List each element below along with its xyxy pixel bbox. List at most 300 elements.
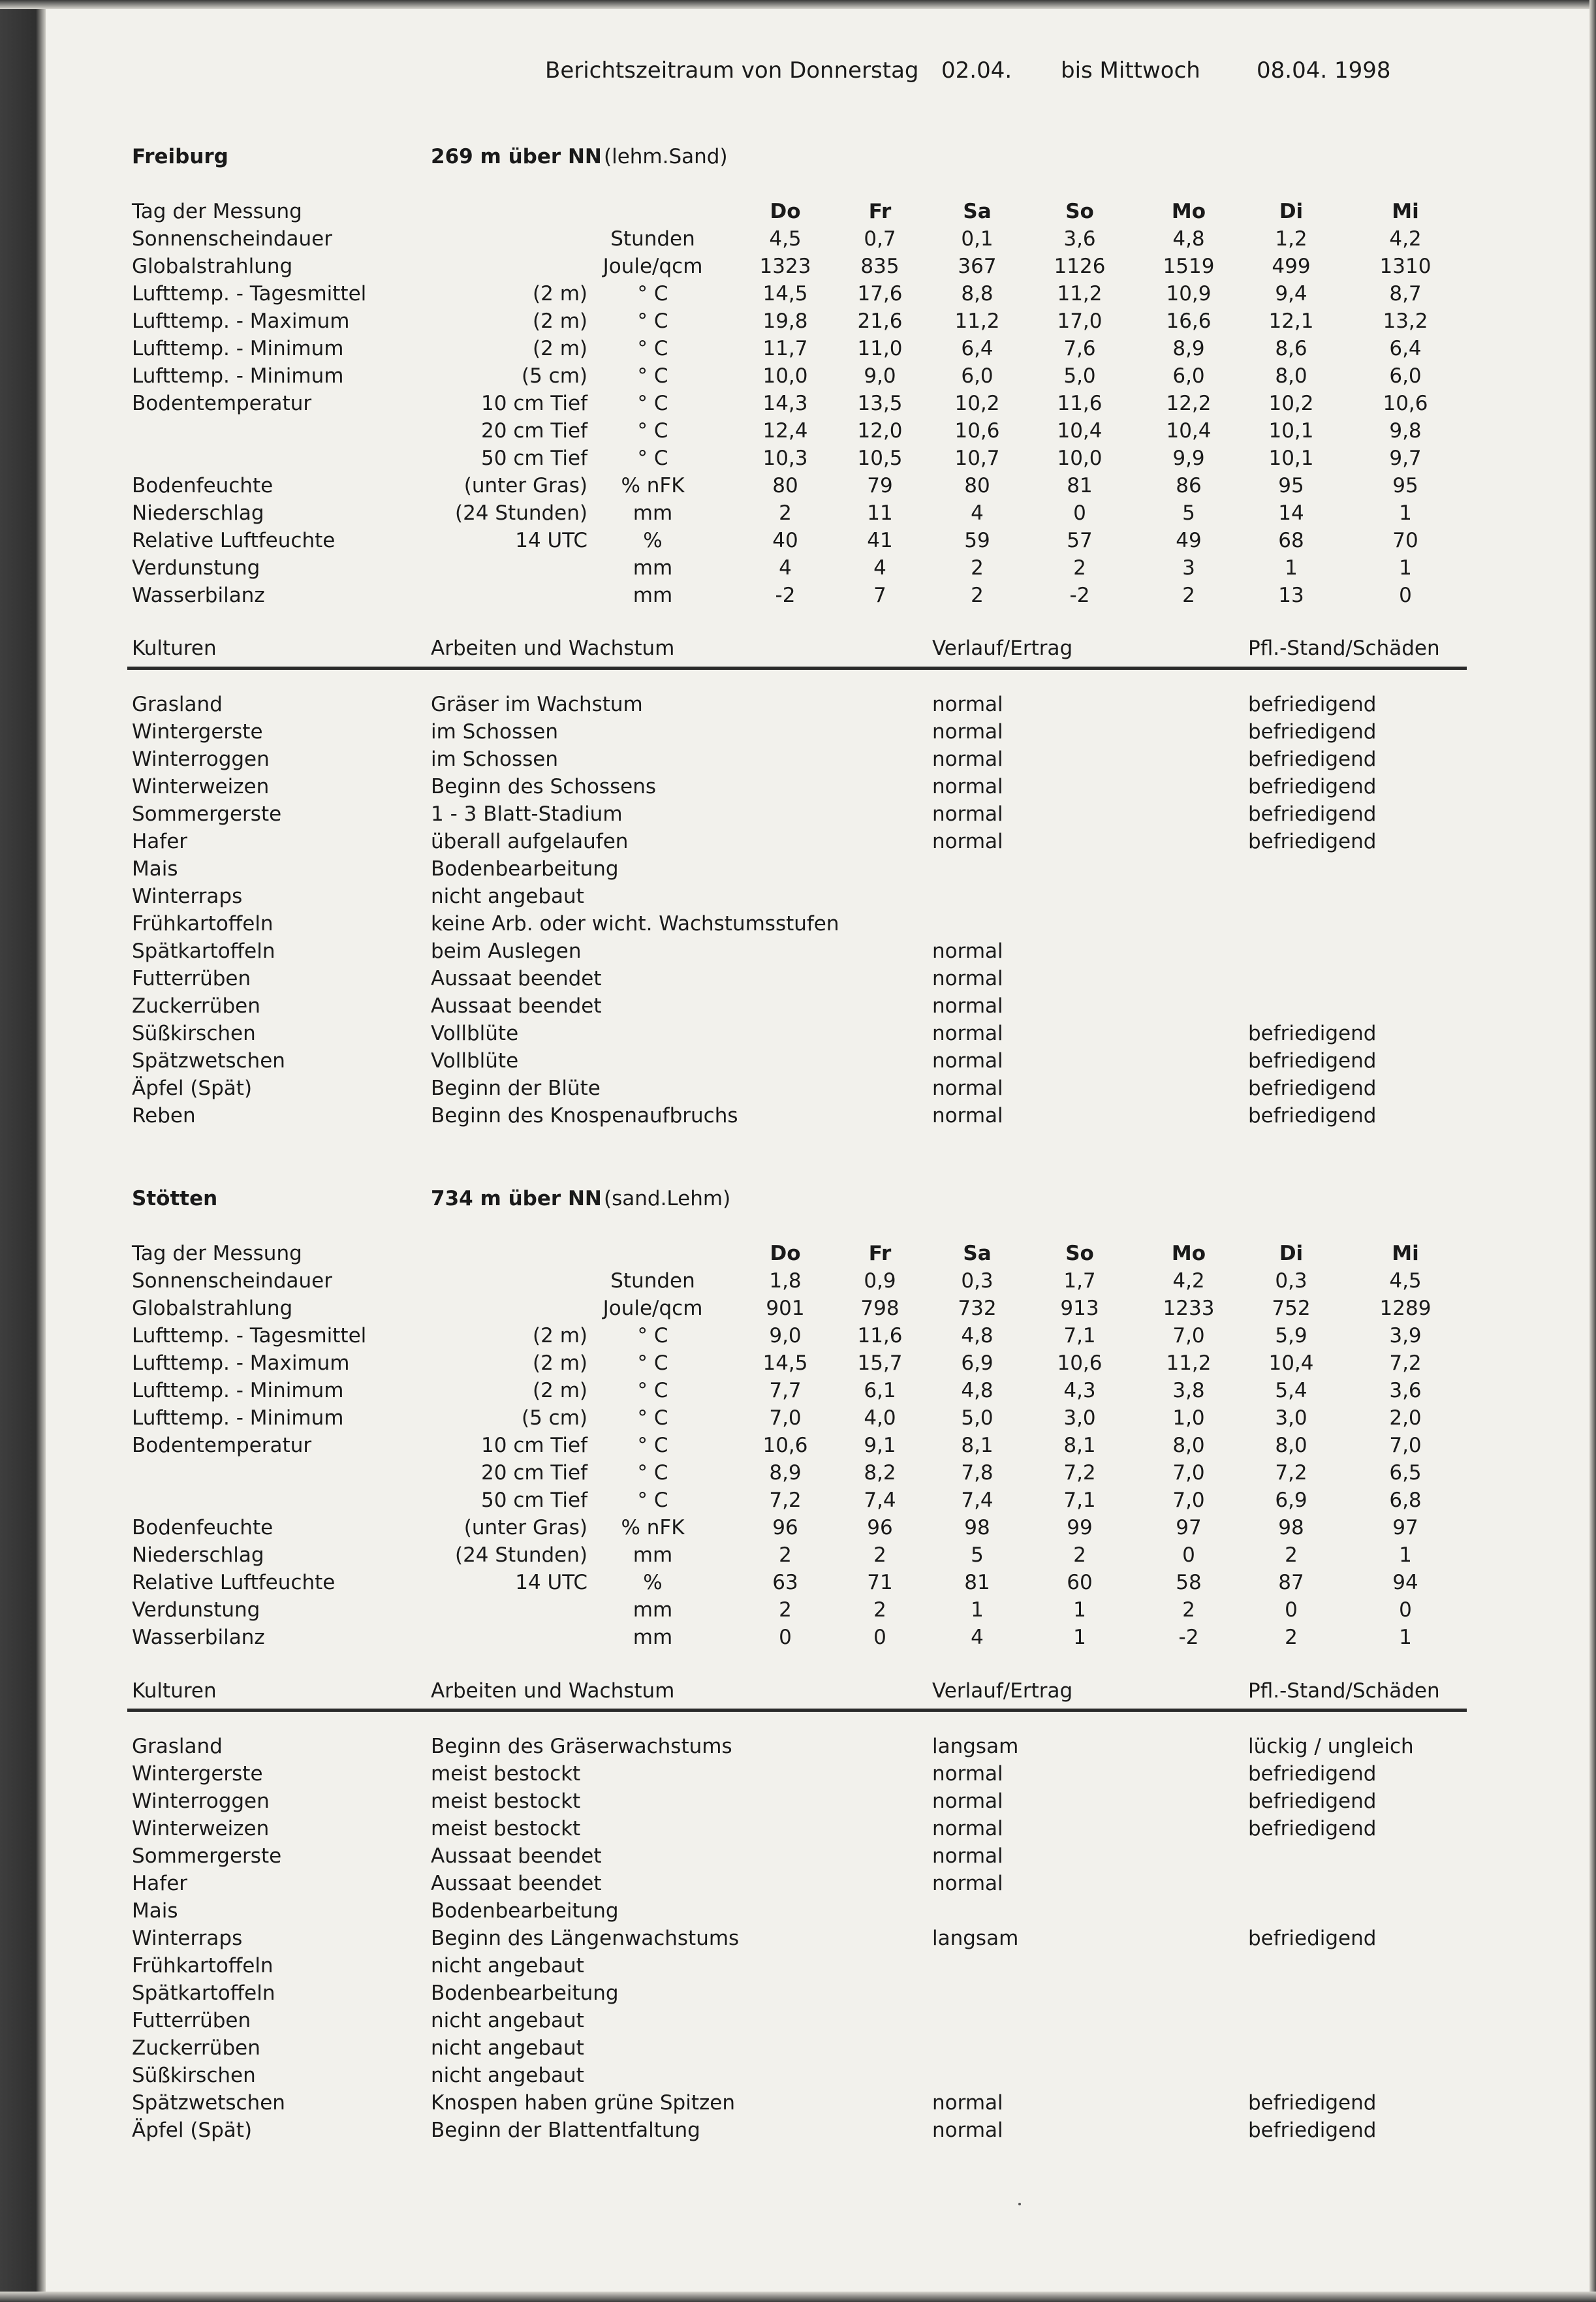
culture-course: normal [932, 1817, 1003, 1840]
measurement-value-so: 1,7 [1063, 1269, 1096, 1293]
culture-header-crop: Kulturen [132, 1679, 217, 1703]
culture-state: befriedigend [1248, 1790, 1377, 1813]
culture-course: normal [932, 775, 1003, 798]
weekday-header-sa: Sa [963, 200, 992, 223]
culture-course: normal [932, 1049, 1003, 1073]
measurement-row [0, 255, 1596, 282]
measurement-value-do: 80 [772, 474, 798, 497]
scan-edge-bottom [0, 2292, 1596, 2302]
measurement-label: Sonnenscheindauer [132, 227, 332, 251]
measurement-value-fr: 8,2 [864, 1461, 896, 1485]
measurement-unit: ° C [637, 1379, 668, 1402]
measurement-unit: mm [633, 1626, 673, 1649]
measurement-value-mi: 0 [1399, 1598, 1412, 1622]
measurement-value-sa: 2 [971, 584, 984, 607]
measurement-value-do: 10,0 [762, 364, 808, 388]
station-soil: (lehm.Sand) [604, 145, 728, 168]
culture-row [0, 2036, 1596, 2064]
culture-crop: Äpfel (Spät) [132, 1077, 253, 1100]
culture-crop: Futterrüben [132, 2009, 251, 2032]
measurement-value-mi: 7,0 [1389, 1434, 1422, 1457]
measurement-label: Verdunstung [132, 556, 260, 580]
culture-state: befriedigend [1248, 1104, 1377, 1127]
measure-day-label: Tag der Messung [132, 200, 302, 223]
measurement-label: Sonnenscheindauer [132, 1269, 332, 1293]
measurement-value-do: -2 [775, 584, 796, 607]
measurement-row [0, 227, 1596, 255]
culture-course: normal [932, 2091, 1003, 2115]
measurement-value-so: 11,2 [1057, 282, 1103, 306]
measurement-unit: mm [633, 1598, 673, 1622]
measurement-value-sa: 1 [971, 1598, 984, 1622]
culture-course: normal [932, 2119, 1003, 2142]
measurement-value-do: 2 [779, 1598, 792, 1622]
measurement-value-do: 10,6 [762, 1434, 808, 1457]
culture-row [0, 1022, 1596, 1049]
culture-row [0, 1954, 1596, 1981]
measurement-value-fr: 17,6 [857, 282, 903, 306]
measurement-unit: ° C [637, 309, 668, 333]
measurement-value-fr: 0 [873, 1626, 886, 1649]
measurement-value-do: 4,5 [769, 227, 802, 251]
measurement-value-so: 11,6 [1057, 392, 1103, 415]
measurement-value-fr: 9,1 [864, 1434, 896, 1457]
measurement-value-di: 13 [1278, 584, 1304, 607]
culture-course: normal [932, 994, 1003, 1018]
culture-crop: Grasland [132, 1735, 223, 1758]
culture-work: im Schossen [431, 748, 559, 771]
culture-crop: Mais [132, 1899, 178, 1923]
culture-work: nicht angebaut [431, 2064, 584, 2087]
measurement-value-di: 14 [1278, 501, 1304, 525]
measurement-header-row [0, 1242, 1596, 1269]
measurement-value-so: 99 [1067, 1516, 1093, 1539]
measurement-qualifier: (unter Gras) [463, 474, 587, 497]
measurement-value-sa: 2 [971, 556, 984, 580]
measurement-value-fr: 798 [860, 1297, 900, 1320]
measurement-value-mo: 1233 [1163, 1297, 1215, 1320]
measurement-label: Bodenfeuchte [132, 474, 274, 497]
measurement-value-sa: 5,0 [961, 1406, 994, 1430]
measurement-row [0, 337, 1596, 364]
scan-edge-top [0, 0, 1596, 9]
culture-header-crop: Kulturen [132, 637, 217, 660]
culture-crop: Frühkartoffeln [132, 1954, 274, 1978]
measurement-qualifier: 50 cm Tief [481, 447, 587, 470]
culture-course: normal [932, 748, 1003, 771]
culture-work: meist bestockt [431, 1762, 581, 1786]
measurement-value-so: 60 [1067, 1571, 1093, 1594]
culture-work: Aussaat beendet [431, 994, 602, 1018]
culture-row [0, 2119, 1596, 2146]
measurement-value-sa: 98 [964, 1516, 990, 1539]
measurement-value-mo: 6,0 [1172, 364, 1205, 388]
measurement-row [0, 1543, 1596, 1571]
measurement-value-sa: 7,8 [961, 1461, 994, 1485]
measurement-value-do: 14,5 [762, 1351, 808, 1375]
measurement-value-sa: 10,6 [954, 419, 1000, 443]
measurement-value-mo: 97 [1176, 1516, 1202, 1539]
measurement-row [0, 556, 1596, 584]
measurement-value-mo: 10,4 [1166, 419, 1212, 443]
measurement-value-fr: 2 [873, 1543, 886, 1567]
measurement-value-do: 1323 [759, 255, 811, 278]
measurement-value-sa: 4 [971, 501, 984, 525]
culture-work: nicht angebaut [431, 2009, 584, 2032]
culture-row [0, 748, 1596, 775]
measurement-qualifier: 20 cm Tief [481, 1461, 587, 1485]
culture-row [0, 967, 1596, 994]
culture-row [0, 1049, 1596, 1077]
measurement-value-sa: 732 [958, 1297, 997, 1320]
culture-crop: Wintergerste [132, 720, 263, 744]
measurement-unit: ° C [637, 364, 668, 388]
measurement-qualifier: 50 cm Tief [481, 1489, 587, 1512]
measurement-unit: ° C [637, 1324, 668, 1348]
measurement-value-sa: 80 [964, 474, 990, 497]
measurement-value-so: 81 [1067, 474, 1093, 497]
measurement-value-so: 5,0 [1063, 364, 1096, 388]
culture-work: nicht angebaut [431, 1954, 584, 1978]
culture-crop: Äpfel (Spät) [132, 2119, 253, 2142]
measurement-qualifier: (2 m) [533, 309, 587, 333]
culture-course: langsam [932, 1735, 1019, 1758]
measurement-unit: % [643, 1571, 663, 1594]
measurement-value-so: 7,1 [1063, 1489, 1096, 1512]
culture-row [0, 1104, 1596, 1131]
culture-state: befriedigend [1248, 1022, 1377, 1045]
measurement-value-do: 7,7 [769, 1379, 802, 1402]
measurement-value-sa: 367 [958, 255, 997, 278]
culture-course: langsam [932, 1927, 1019, 1950]
measurement-value-do: 40 [772, 529, 798, 552]
measurement-value-do: 901 [766, 1297, 805, 1320]
measurement-value-do: 2 [779, 1543, 792, 1567]
weekday-header-mo: Mo [1171, 1242, 1206, 1265]
measurement-unit: mm [633, 584, 673, 607]
culture-state: befriedigend [1248, 1049, 1377, 1073]
measurement-unit: % nFK [621, 1516, 685, 1539]
culture-course: normal [932, 939, 1003, 963]
measurement-unit: ° C [637, 282, 668, 306]
culture-course: normal [932, 830, 1003, 853]
measurement-label: Lufttemp. - Tagesmittel [132, 1324, 367, 1348]
culture-work: Beginn der Blüte [431, 1077, 601, 1100]
measurement-value-so: 1 [1073, 1626, 1086, 1649]
measurement-value-sa: 6,4 [961, 337, 994, 360]
measurement-row [0, 1379, 1596, 1406]
measurement-qualifier: (unter Gras) [463, 1516, 587, 1539]
culture-header-divider [127, 667, 1467, 670]
culture-course: normal [932, 1022, 1003, 1045]
culture-row [0, 1899, 1596, 1927]
measurement-qualifier: (5 cm) [521, 1406, 587, 1430]
culture-work: im Schossen [431, 720, 559, 744]
measurement-unit: ° C [637, 419, 668, 443]
culture-row [0, 912, 1596, 939]
measurement-label: Niederschlag [132, 1543, 264, 1567]
measurement-value-di: 5,4 [1275, 1379, 1307, 1402]
culture-crop: Hafer [132, 830, 188, 853]
measurement-value-sa: 6,9 [961, 1351, 994, 1375]
culture-state: befriedigend [1248, 1927, 1377, 1950]
measurement-value-mo: 4,8 [1172, 227, 1205, 251]
measurement-value-fr: 11 [867, 501, 893, 525]
culture-crop: Spätzwetschen [132, 1049, 285, 1073]
measurement-label: Globalstrahlung [132, 1297, 293, 1320]
culture-work: Bodenbearbeitung [431, 1981, 619, 2005]
measurement-value-so: 7,2 [1063, 1461, 1096, 1485]
culture-row [0, 2091, 1596, 2119]
culture-work: Beginn des Längenwachstums [431, 1927, 740, 1950]
measurement-value-fr: 11,6 [857, 1324, 903, 1348]
measurement-value-mo: 49 [1176, 529, 1202, 552]
measurement-value-di: 499 [1272, 255, 1311, 278]
measurement-qualifier: (2 m) [533, 1351, 587, 1375]
measurement-value-di: 0,3 [1275, 1269, 1307, 1293]
measurement-value-sa: 5 [971, 1543, 984, 1567]
culture-course: normal [932, 802, 1003, 826]
measurement-unit: % nFK [621, 474, 685, 497]
measurement-value-mo: 7,0 [1172, 1324, 1205, 1348]
weekday-header-mi: Mi [1392, 1242, 1419, 1265]
culture-work: Beginn der Blattentfaltung [431, 2119, 700, 2142]
measurement-value-fr: 71 [867, 1571, 893, 1594]
measurement-qualifier: 10 cm Tief [481, 1434, 587, 1457]
measurement-value-mi: 3,6 [1389, 1379, 1422, 1402]
measurement-value-do: 96 [772, 1516, 798, 1539]
measurement-value-sa: 81 [964, 1571, 990, 1594]
culture-crop: Zuckerrüben [132, 2036, 260, 2060]
culture-work: nicht angebaut [431, 2036, 584, 2060]
measurement-value-mi: 1 [1399, 1626, 1412, 1649]
measurement-qualifier: 14 UTC [515, 1571, 587, 1594]
measurement-value-so: 10,4 [1057, 419, 1103, 443]
culture-state: befriedigend [1248, 1077, 1377, 1100]
measurement-value-sa: 8,1 [961, 1434, 994, 1457]
measurement-value-fr: 13,5 [857, 392, 903, 415]
measurement-value-sa: 4,8 [961, 1379, 994, 1402]
culture-row [0, 802, 1596, 830]
culture-crop: Winterroggen [132, 748, 270, 771]
culture-crop: Reben [132, 1104, 196, 1127]
culture-work: nicht angebaut [431, 885, 584, 908]
culture-work: Aussaat beendet [431, 967, 602, 990]
measurement-value-mo: -2 [1178, 1626, 1199, 1649]
measurement-value-mo: 3 [1182, 556, 1195, 580]
measurement-value-sa: 0,3 [961, 1269, 994, 1293]
measurement-value-do: 1,8 [769, 1269, 802, 1293]
measurement-row [0, 447, 1596, 474]
culture-state: befriedigend [1248, 1817, 1377, 1840]
measurement-value-so: 3,0 [1063, 1406, 1096, 1430]
culture-crop: Mais [132, 857, 178, 881]
measurement-qualifier: (2 m) [533, 1324, 587, 1348]
culture-row [0, 1735, 1596, 1762]
measurement-value-sa: 8,8 [961, 282, 994, 306]
culture-crop: Winterweizen [132, 775, 270, 798]
station-soil: (sand.Lehm) [604, 1187, 731, 1210]
period-date-to: 08.04. 1998 [1257, 57, 1391, 84]
measurement-value-di: 10,1 [1268, 419, 1314, 443]
measurement-row [0, 392, 1596, 419]
culture-header-divider [127, 1709, 1467, 1712]
culture-work: Knospen haben grüne Spitzen [431, 2091, 735, 2115]
measurement-unit: mm [633, 501, 673, 525]
measurement-value-fr: 0,7 [864, 227, 896, 251]
culture-header-course: Verlauf/Ertrag [932, 1679, 1073, 1703]
measurement-value-di: 1,2 [1275, 227, 1307, 251]
culture-row [0, 1762, 1596, 1790]
measurement-label: Bodenfeuchte [132, 1516, 274, 1539]
measurement-value-mo: 4,2 [1172, 1269, 1205, 1293]
measurement-value-do: 14,5 [762, 282, 808, 306]
culture-row [0, 775, 1596, 802]
culture-crop: Süßkirschen [132, 1022, 256, 1045]
measurement-value-mo: 1,0 [1172, 1406, 1205, 1430]
measurement-row [0, 1489, 1596, 1516]
measurement-row [0, 529, 1596, 556]
measurement-row [0, 584, 1596, 611]
measurement-value-so: 57 [1067, 529, 1093, 552]
measurement-value-sa: 4,8 [961, 1324, 994, 1348]
measurement-value-mi: 3,9 [1389, 1324, 1422, 1348]
measurement-value-do: 2 [779, 501, 792, 525]
measurement-unit: ° C [637, 1434, 668, 1457]
measurement-value-fr: 96 [867, 1516, 893, 1539]
culture-course: normal [932, 967, 1003, 990]
period-to-label: bis Mittwoch [1061, 57, 1200, 84]
measurement-label: Bodentemperatur [132, 392, 312, 415]
period-label: Berichtszeitraum von Donnerstag [545, 57, 919, 84]
culture-row [0, 1927, 1596, 1954]
measurement-value-so: 7,1 [1063, 1324, 1096, 1348]
culture-row [0, 885, 1596, 912]
measurement-value-mi: 2,0 [1389, 1406, 1422, 1430]
weekday-header-so: So [1065, 1242, 1094, 1265]
culture-state: befriedigend [1248, 2091, 1377, 2115]
measurement-value-fr: 15,7 [857, 1351, 903, 1375]
measurement-qualifier: 10 cm Tief [481, 392, 587, 415]
measurement-value-mi: 8,7 [1389, 282, 1422, 306]
measurement-value-mi: 0 [1399, 584, 1412, 607]
measurement-value-di: 1 [1285, 556, 1298, 580]
measurement-value-mo: 0 [1182, 1543, 1195, 1567]
measurement-value-mi: 95 [1392, 474, 1418, 497]
culture-header-row [0, 637, 1596, 664]
measurement-row [0, 1434, 1596, 1461]
measurement-value-mo: 10,9 [1166, 282, 1212, 306]
measurement-value-fr: 7 [873, 584, 886, 607]
culture-header-work: Arbeiten und Wachstum [431, 1679, 675, 1703]
culture-row [0, 693, 1596, 720]
culture-crop: Spätkartoffeln [132, 939, 275, 963]
measurement-value-do: 9,0 [769, 1324, 802, 1348]
measurement-value-mi: 94 [1392, 1571, 1418, 1594]
culture-state: befriedigend [1248, 775, 1377, 798]
culture-crop: Süßkirschen [132, 2064, 256, 2087]
station-altitude: 734 m über NN [431, 1187, 602, 1210]
measurement-value-fr: 7,4 [864, 1489, 896, 1512]
measurement-value-sa: 10,2 [954, 392, 1000, 415]
culture-row [0, 857, 1596, 885]
culture-state: befriedigend [1248, 2119, 1377, 2142]
measurement-value-mo: 1519 [1163, 255, 1215, 278]
culture-work: überall aufgelaufen [431, 830, 629, 853]
measurement-value-di: 98 [1278, 1516, 1304, 1539]
measurement-row [0, 474, 1596, 501]
measurement-value-fr: 11,0 [857, 337, 903, 360]
culture-work: Bodenbearbeitung [431, 1899, 619, 1923]
measurement-value-sa: 0,1 [961, 227, 994, 251]
culture-crop: Zuckerrüben [132, 994, 260, 1018]
measurement-label: Relative Luftfeuchte [132, 1571, 336, 1594]
measurement-value-fr: 9,0 [864, 364, 896, 388]
measurement-value-so: 0 [1073, 501, 1086, 525]
measurement-label: Niederschlag [132, 501, 264, 525]
measurement-value-di: 2 [1285, 1626, 1298, 1649]
measurement-value-mo: 11,2 [1166, 1351, 1212, 1375]
measurement-qualifier: (2 m) [533, 1379, 587, 1402]
measurement-value-so: 10,6 [1057, 1351, 1103, 1375]
culture-course: normal [932, 720, 1003, 744]
measurement-value-di: 8,0 [1275, 1434, 1307, 1457]
culture-course: normal [932, 1104, 1003, 1127]
measurement-value-fr: 41 [867, 529, 893, 552]
culture-crop: Spätzwetschen [132, 2091, 285, 2115]
culture-row [0, 830, 1596, 857]
measurement-row [0, 1461, 1596, 1489]
culture-row [0, 1077, 1596, 1104]
report-period-header [0, 57, 1596, 90]
culture-crop: Wintergerste [132, 1762, 263, 1786]
measurement-value-di: 8,6 [1275, 337, 1307, 360]
measurement-value-di: 752 [1272, 1297, 1311, 1320]
measurement-value-mo: 2 [1182, 1598, 1195, 1622]
measurement-value-sa: 7,4 [961, 1489, 994, 1512]
culture-state: befriedigend [1248, 693, 1377, 716]
culture-header-work: Arbeiten und Wachstum [431, 637, 675, 660]
measurement-value-di: 5,9 [1275, 1324, 1307, 1348]
culture-crop: Sommergerste [132, 1844, 282, 1868]
culture-crop: Winterraps [132, 885, 243, 908]
culture-course: normal [932, 1077, 1003, 1100]
culture-row [0, 1981, 1596, 2009]
culture-row [0, 994, 1596, 1022]
measurement-value-mo: 86 [1176, 474, 1202, 497]
measurement-value-do: 12,4 [762, 419, 808, 443]
measurement-value-do: 0 [779, 1626, 792, 1649]
measurement-value-do: 63 [772, 1571, 798, 1594]
measurement-value-di: 0 [1285, 1598, 1298, 1622]
measurement-row [0, 1269, 1596, 1297]
measurement-value-mo: 3,8 [1172, 1379, 1205, 1402]
measurement-value-do: 8,9 [769, 1461, 802, 1485]
measurement-value-so: 8,1 [1063, 1434, 1096, 1457]
measurement-row [0, 1571, 1596, 1598]
measurement-value-di: 7,2 [1275, 1461, 1307, 1485]
measurement-value-mi: 1 [1399, 1543, 1412, 1567]
culture-work: Gräser im Wachstum [431, 693, 643, 716]
weekday-header-fr: Fr [868, 200, 892, 223]
station-altitude: 269 m über NN [431, 145, 602, 168]
measurement-value-di: 8,0 [1275, 364, 1307, 388]
culture-course: normal [932, 1872, 1003, 1895]
measurement-row [0, 419, 1596, 447]
measurement-label: Lufttemp. - Maximum [132, 309, 350, 333]
measurement-value-mi: 6,4 [1389, 337, 1422, 360]
measurement-value-mo: 7,0 [1172, 1489, 1205, 1512]
